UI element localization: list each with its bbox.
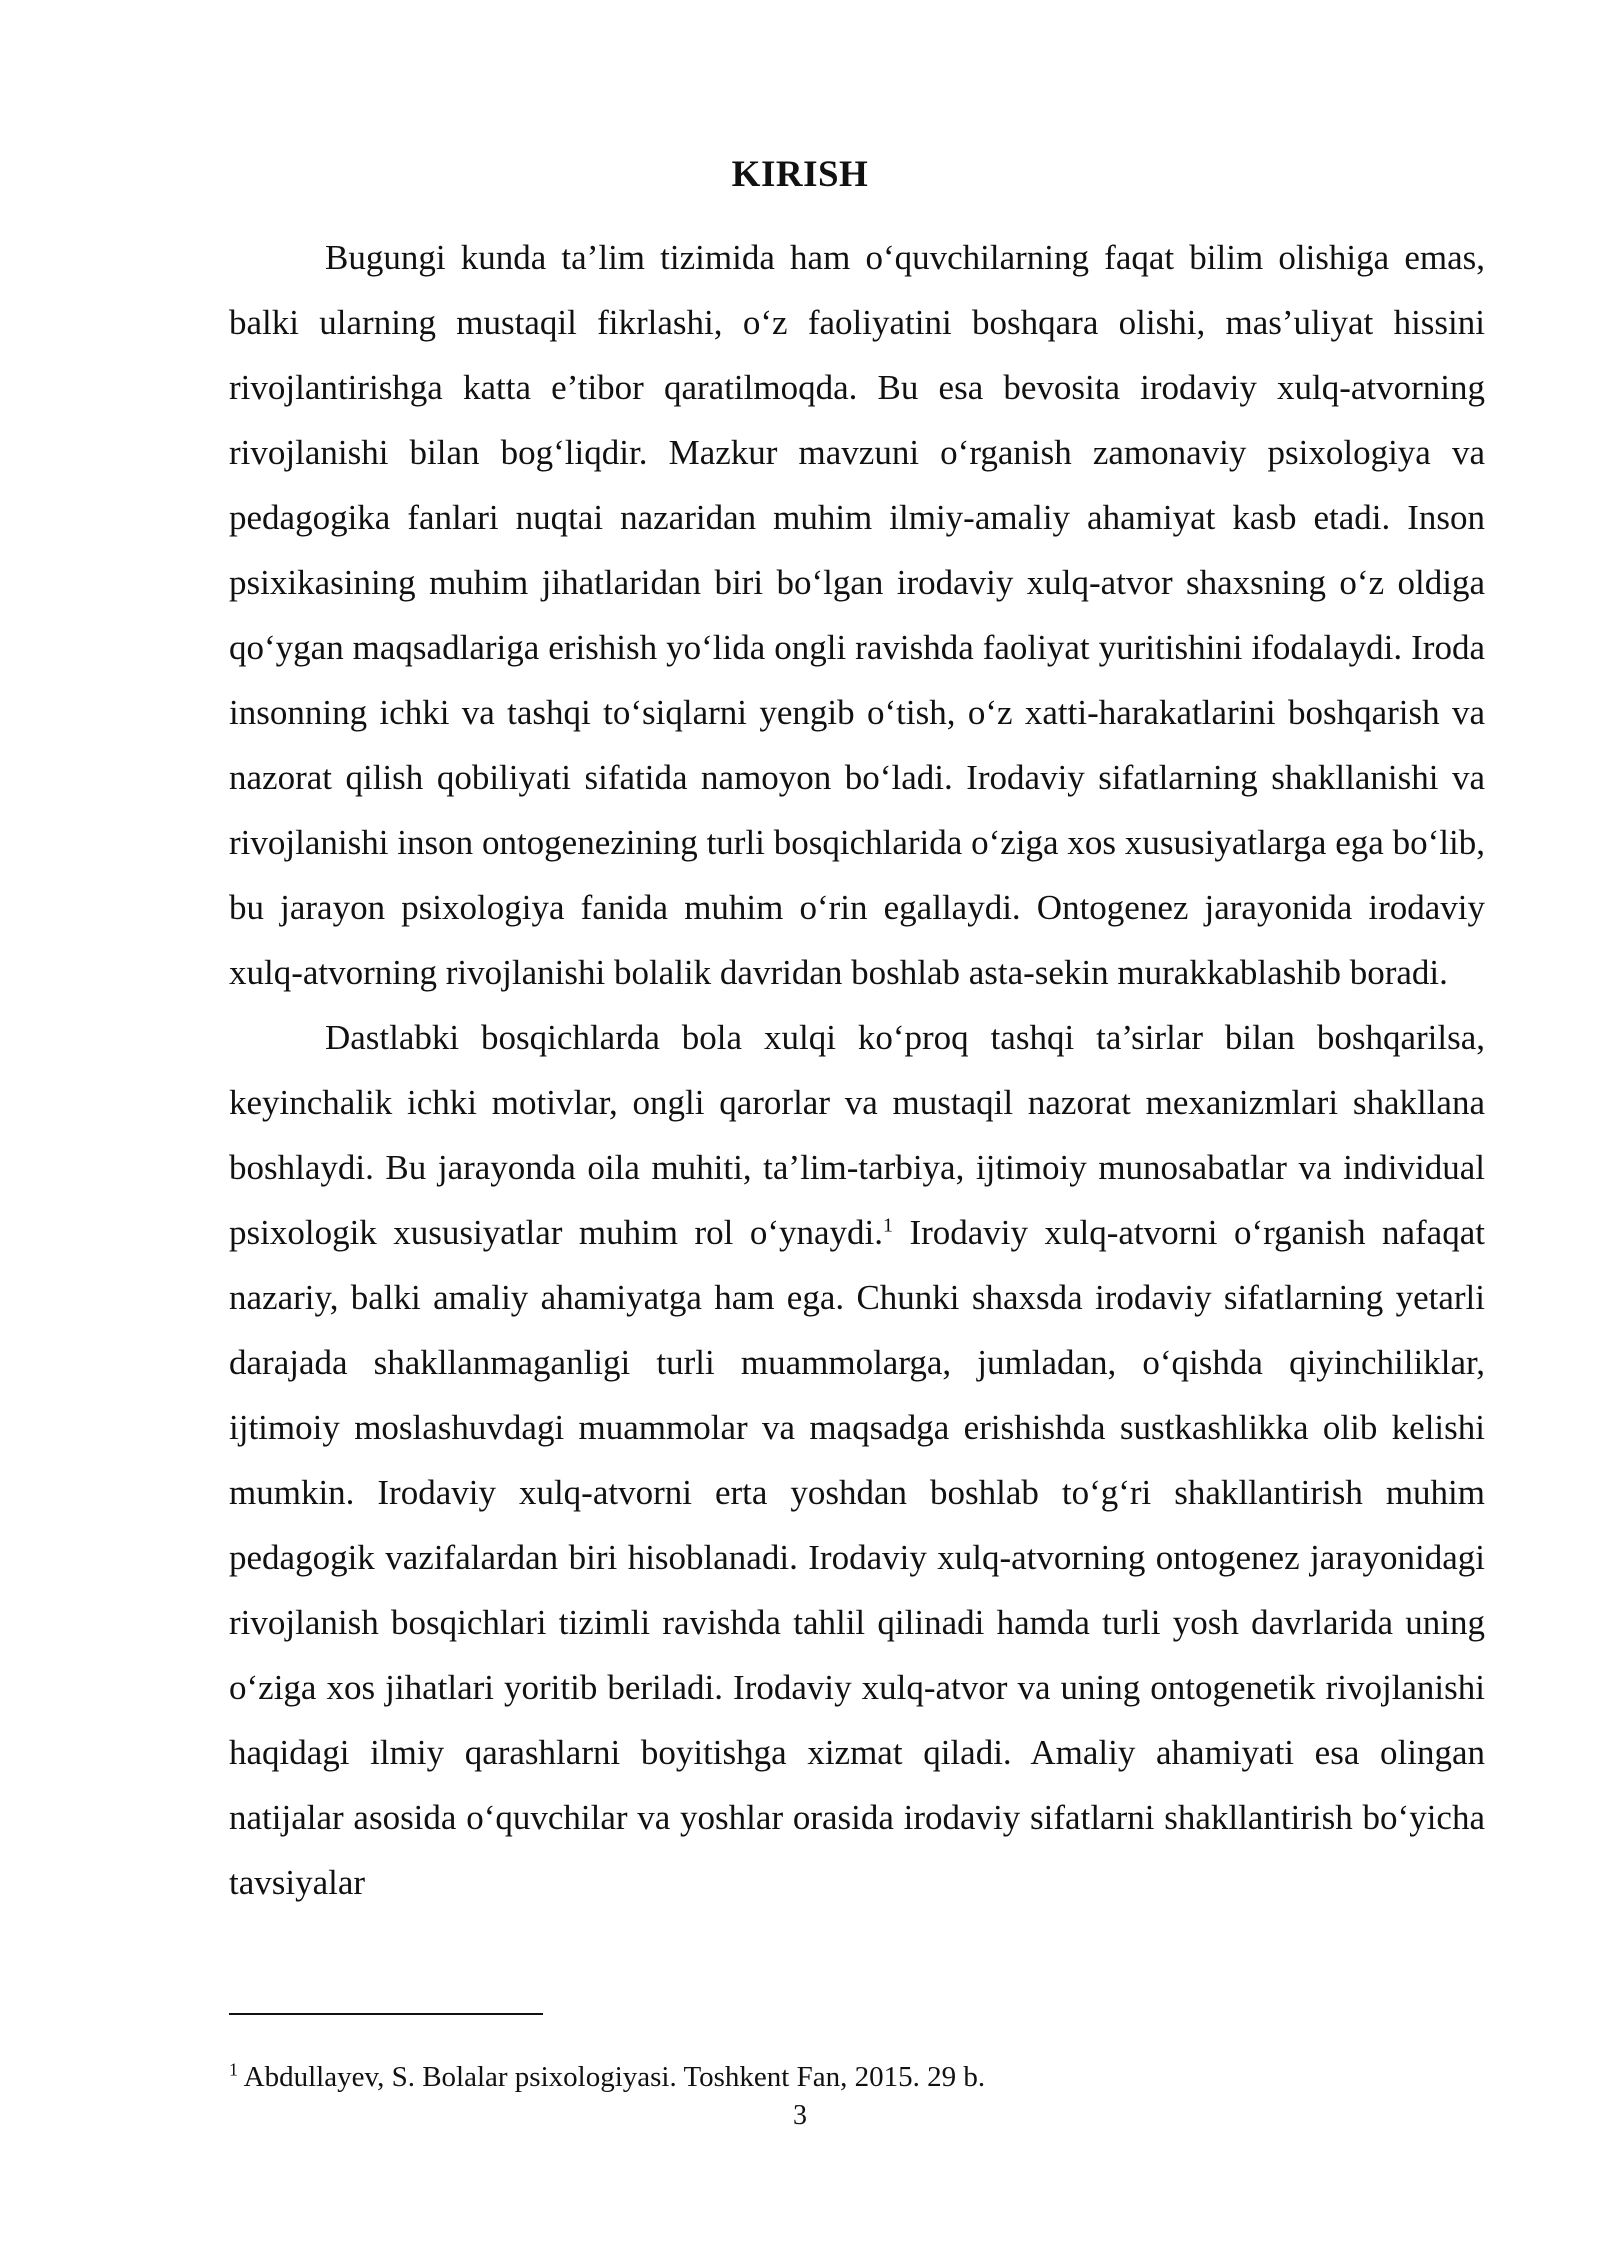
paragraph-1 [229, 225, 1485, 1005]
paragraph-2-text-end: Irodaviy xulq-atvorni o‘rganish nafaqat nazariy, balki amaliy ahamiyatga ham ega. Chunki shaxsda irodaviy sifatlarning yetarli darajada shakllanmaganligi turli muammolarga, jumladan, o‘qishda qiyinchiliklar, ijtimoiy moslashuvdagi muammolar va maqsadga erishishda sustkashlikka olib kelishi mumkin. Irodaviy xulq-atvorni erta yoshdan boshlab to‘g‘ri shakllantirish muhim pedagogik vazifalardan biri hisoblanadi. Irodaviy xulq-atvorning ontogenez jarayonidagi rivojlanish bosqichlari tizimli ravishda tahlil qilinadi hamda turli yosh davrlarida uning o‘ziga xos jihatlari yoritib beriladi. Irodaviy xulq-atvor va uning ontogenetik rivojlanishi haqidagi ilmiy qarashlarni boyitishga xizmat qiladi. Amaliy ahamiyati esa olingan natijalar asosida o‘quvchilar va yoshlar orasida irodaviy sifatlarni shakllantirish bo‘yicha tavsiyalar [229, 1213, 1485, 1902]
footnote-separator [229, 2013, 543, 2015]
footnote-text: Abdullayev, S. Bolalar psixologiyasi. Toshkent Fan, 2015. 29 b. [238, 2061, 986, 2093]
paragraph-2-text-start: Dastlabki bosqichlarda bola xulqi ko‘proq tashqi ta’sirlar bilan boshqarilsa, keyinchalik ichki motivlar, ongli qarorlar va mustaqil nazorat mexanizmlari shakllana boshlaydi. Bu jarayonda oila muhiti, ta’lim-tarbiya, ijtimoiy munosabatlar va individual psixologik xususiyatlar muhim rol o‘ynaydi. [229, 1018, 1485, 1252]
section-title: KIRISH [731, 154, 869, 195]
footnote-mark: 1 [229, 2059, 238, 2080]
footnote [229, 2058, 1485, 2096]
paragraph-1-text: Bugungi kunda ta’lim tizimida ham o‘quvchilarning faqat bilim olishiga emas, balki ularning mustaqil fikrlashi, o‘z faoliyatini boshqara olishi, mas’uliyat hissini rivojlantirishga katta e’tibor qaratilmoqda. Bu esa bevosita irodaviy xulq-atvorning rivojlanishi bilan bog‘liqdir. Mazkur mavzuni o‘rganish zamonaviy psixologiya va pedagogika fanlari nuqtai nazaridan muhim ilmiy-amaliy ahamiyat kasb etadi. Inson psixikasining muhim jihatlaridan biri bo‘lgan irodaviy xulq-atvor shaxsning o‘z oldiga qo‘ygan maqsadlariga erishish yo‘lida ongli ravishda faoliyat yuritishini ifodalaydi. Iroda insonning ichki va tashqi to‘siqlarni yengib o‘tish, o‘z xatti-harakatlarini boshqarish va nazorat qilish qobiliyati sifatida namoyon bo‘ladi. Irodaviy sifatlarning shakllanishi va rivojlanishi inson ontogenezining turli bosqichlarida o‘ziga xos xususiyatlarga ega bo‘lib, bu jarayon psixologiya fanida muhim o‘rin egallaydi. Ontogenez jarayonida irodaviy xulq-atvorning rivojlanishi bolalik davridan boshlab asta-sekin murakkablashib boradi. [229, 238, 1485, 992]
paragraph-2 [229, 1005, 1485, 1915]
page-number: 3 [793, 2100, 807, 2131]
footnote-reference[interactable]: 1 [883, 1214, 893, 1237]
body-text [229, 225, 1485, 1915]
